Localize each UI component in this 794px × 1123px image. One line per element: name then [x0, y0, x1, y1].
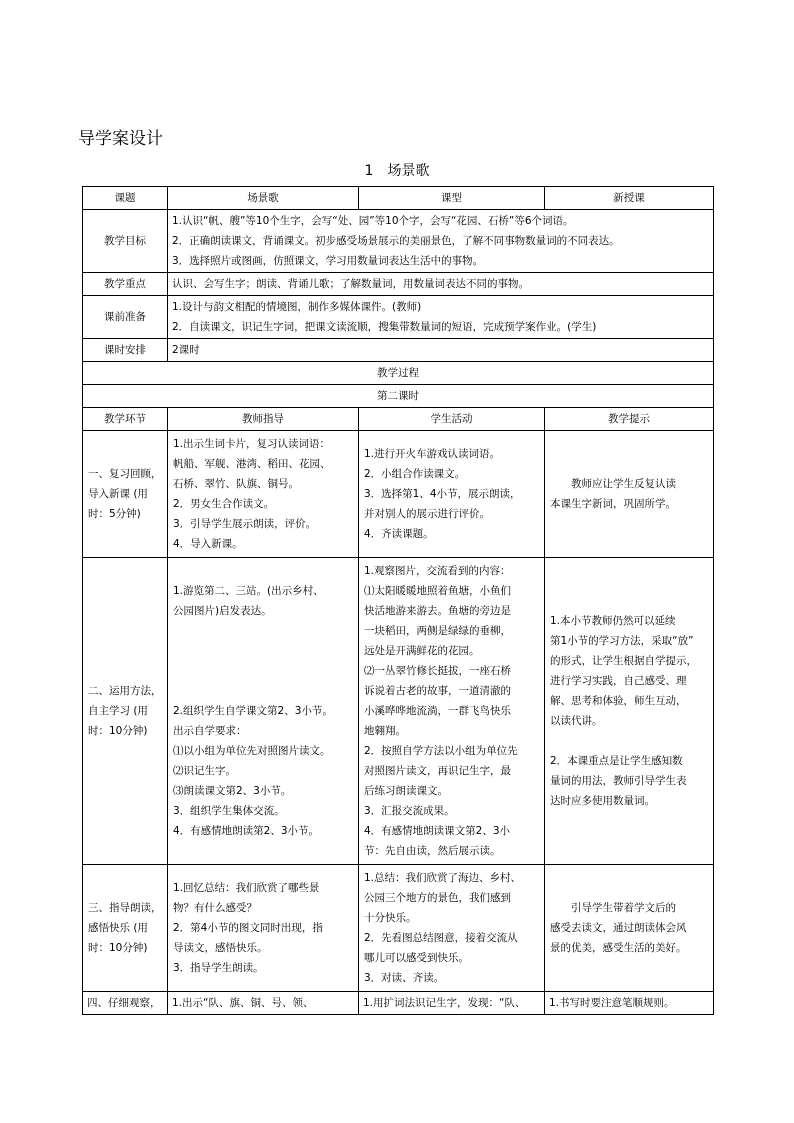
- student-line: 3．汇报交流成果。: [364, 805, 455, 817]
- student-line: 地翱翔。: [364, 725, 406, 737]
- tips-line: 景的优美，感受生活的美好。: [550, 942, 687, 954]
- preparation-cell: [168, 296, 714, 339]
- stage-line: 时：5分钟): [88, 508, 141, 520]
- table-row: [83, 558, 714, 865]
- student-cell: 1.用扩词法识记生字，发现：“队、: [359, 992, 545, 1015]
- teacher-cell: [168, 865, 359, 992]
- table-row: [83, 385, 714, 408]
- tips-line: 第1小节的学习方法，采取“放”: [550, 635, 694, 647]
- column-header: 教学环节: [83, 408, 168, 431]
- stage-cell: 四、仔细观察，: [83, 992, 168, 1015]
- tips-line: 引导学生带着学文后的: [550, 902, 676, 914]
- lesson-type-label: 课型: [359, 187, 545, 210]
- teacher-line: ⑶朗读课文第2、3小节。: [173, 785, 292, 797]
- column-header: 学生活动: [359, 408, 545, 431]
- lesson-plan-table: [82, 186, 714, 1015]
- teacher-line: 4．有感情地朗读第2、3小节。: [173, 825, 320, 837]
- tips-line: 教师应让学生反复认读: [550, 478, 676, 490]
- tips-cell: [545, 431, 714, 558]
- student-line: 2．按照自学方法以小组为单位先: [364, 745, 518, 757]
- student-line: 4．齐读课题。: [364, 528, 434, 540]
- teacher-line: 物？有什么感受？: [173, 902, 257, 914]
- tips-line: 以读代讲。: [550, 715, 603, 727]
- tips-line: 解、思考和体验，师生互动，: [550, 695, 687, 707]
- teacher-line: 3．引导学生展示朗读，评价。: [173, 518, 317, 530]
- teacher-line: 公园图片)启发表达。: [173, 605, 272, 617]
- student-cell: [359, 558, 545, 865]
- student-line: 1.进行开火车游戏认读词语。: [364, 448, 501, 460]
- teacher-line: 1.出示生词卡片，复习认读词语：: [173, 438, 331, 450]
- teacher-line: 1.游览第二、三站。(出示乡村、: [173, 585, 324, 597]
- student-line: 后练习朗读课文。: [364, 785, 448, 797]
- table-row: [83, 362, 714, 385]
- tips-cell: 1.书写时要注意笔顺规则。: [545, 992, 714, 1015]
- stage-line: 二、运用方法，: [88, 685, 162, 697]
- teacher-line: 1.回忆总结：我们欣赏了哪些景: [173, 882, 320, 894]
- student-line: 哪儿可以感受到快乐。: [364, 952, 469, 964]
- teacher-line: ⑵识记生字。: [173, 765, 236, 777]
- tips-line: 感受去读文，通过朗读体会风: [550, 922, 687, 934]
- student-line: 快活地游来游去。鱼塘的旁边是: [364, 605, 511, 617]
- teacher-line: 导读文，感悟快乐。: [173, 942, 268, 954]
- key-points-value: 认识、会写生字；朗读、背诵儿歌；了解数量词，用数量词表达不同的事物。: [168, 273, 714, 296]
- stage-cell: [83, 558, 168, 865]
- column-header: 教师指导: [168, 408, 359, 431]
- teacher-cell: [168, 431, 359, 558]
- lesson-title: 1 场景歌: [364, 163, 430, 179]
- period-heading: 第二课时: [83, 385, 714, 408]
- student-cell: [359, 431, 545, 558]
- goals-cell: [168, 210, 714, 273]
- student-line: ⑵一丛翠竹修长挺拔，一座石桥: [364, 665, 511, 677]
- student-line: ⑴太阳暖暖地照着鱼塘，小鱼们: [364, 585, 511, 597]
- document-title: 导学案设计: [78, 129, 163, 149]
- student-line: 2．小组合作读课文。: [364, 468, 466, 480]
- tips-cell: [545, 558, 714, 865]
- table-row: [83, 273, 714, 296]
- table-row: [83, 865, 714, 992]
- tips-line: 2．本课重点是让学生感知数: [550, 755, 683, 767]
- tips-line: 达时应多使用数量词。: [550, 795, 655, 807]
- table-row: [83, 187, 714, 210]
- topic-label: 课题: [83, 187, 168, 210]
- stage-cell: [83, 865, 168, 992]
- teacher-line: 2．男女生合作读文。: [173, 498, 275, 510]
- teacher-line: 3．组织学生集体交流。: [173, 805, 285, 817]
- table-row: [83, 210, 714, 273]
- student-line: 并对别人的展示进行评价。: [364, 508, 490, 520]
- table-row: [83, 296, 714, 339]
- prep-line: 1.设计与韵文相配的情境图，制作多媒体课件。(教师): [172, 301, 422, 313]
- student-line: 远处是开满鲜花的花园。: [364, 645, 480, 657]
- goal-line: 1.认识“帆、艘”等10个生字，会写“处、园”等10个字，会写“花园、石桥”等6个词语。: [172, 215, 574, 227]
- tips-line: 本课生字新词，巩固所学。: [550, 498, 676, 510]
- teacher-cell: [168, 558, 359, 865]
- stage-line: 三、指导朗读，: [88, 902, 162, 914]
- process-heading: 教学过程: [83, 362, 714, 385]
- teacher-line: 帆船、军舰、港湾、稻田、花园、: [173, 458, 331, 470]
- stage-line: 感悟快乐 (用: [88, 922, 148, 934]
- tips-cell: [545, 865, 714, 992]
- student-line: 3．选择第1、4小节，展示朗读，: [364, 488, 521, 500]
- student-line: 1.观察图片，交流看到的内容：: [364, 565, 511, 577]
- table-row: [83, 339, 714, 362]
- teacher-cell: 1.出示“队、旗、铜、号、领、: [168, 992, 359, 1015]
- topic-value: 场景歌: [168, 187, 359, 210]
- stage-line: 时：10分钟): [88, 942, 148, 954]
- teacher-line: 2.组织学生自学课文第2、3小节。: [173, 705, 333, 717]
- student-line: 十分快乐。: [364, 912, 417, 924]
- teacher-line: 2．第4小节的图文同时出现，指: [173, 922, 323, 934]
- stage-cell: [83, 431, 168, 558]
- key-points-label: 教学重点: [83, 273, 168, 296]
- table-row: [83, 992, 714, 1015]
- stage-line: 自主学习 (用: [88, 705, 148, 717]
- student-line: 小溪哗哗地流淌，一群飞鸟快乐: [364, 705, 511, 717]
- column-header: 教学提示: [545, 408, 714, 431]
- student-line: 3．对读、齐读。: [364, 972, 445, 984]
- stage-line: 导入新课 (用: [88, 488, 148, 500]
- student-line: 2．先看图总结图意，接着交流从: [364, 932, 518, 944]
- student-line: 4．有感情地朗读课文第2、3小: [364, 825, 511, 837]
- teacher-line: 石桥、翠竹、队旗、铜号。: [173, 478, 299, 490]
- student-line: 公园三个地方的景色，我们感到: [364, 892, 511, 904]
- student-line: 1.总结：我们欣赏了海边、乡村、: [364, 872, 522, 884]
- stage-line: 一、复习回顾，: [88, 468, 162, 480]
- tips-line: 1.本小节教师仍然可以延续: [550, 615, 676, 627]
- goals-label: 教学目标: [83, 210, 168, 273]
- stage-line: 时：10分钟): [88, 725, 148, 737]
- column-header-row: [83, 408, 714, 431]
- teacher-line: ⑴以小组为单位先对照图片读文。: [173, 745, 331, 757]
- table-row: [83, 431, 714, 558]
- tips-line: 的形式，让学生根据自学提示，: [550, 655, 697, 667]
- schedule-value: 2课时: [168, 339, 714, 362]
- teacher-line: 出示自学要求：: [173, 725, 247, 737]
- goal-line: 2．正确朗读课文，背诵课文。初步感受场景展示的美丽景色，了解不同事物数量词的不同表达。: [172, 235, 620, 247]
- student-line: 对照图片读文，再识记生字，最: [364, 765, 511, 777]
- tips-line: 进行学习实践，自己感受、理: [550, 675, 687, 687]
- teacher-line: 3．指导学生朗读。: [173, 962, 264, 974]
- student-cell: [359, 865, 545, 992]
- schedule-label: 课时安排: [83, 339, 168, 362]
- student-line: 一块稻田，两侧是绿绿的垂柳，: [364, 625, 511, 637]
- prep-line: 2．自读课文，识记生字词，把课文读流顺，搜集带数量词的短语，完成预学案作业。(学生): [172, 321, 597, 333]
- goal-line: 3．选择照片或图画，仿照课文，学习用数量词表达生活中的事物。: [172, 255, 484, 267]
- preparation-label: 课前准备: [83, 296, 168, 339]
- student-line: 节：先自由读，然后展示读。: [364, 845, 501, 857]
- tips-line: 量词的用法，教师引导学生表: [550, 775, 687, 787]
- lesson-type-value: 新授课: [545, 187, 714, 210]
- student-line: 诉说着古老的故事，一道清澈的: [364, 685, 511, 697]
- teacher-line: 4．导入新课。: [173, 538, 243, 550]
